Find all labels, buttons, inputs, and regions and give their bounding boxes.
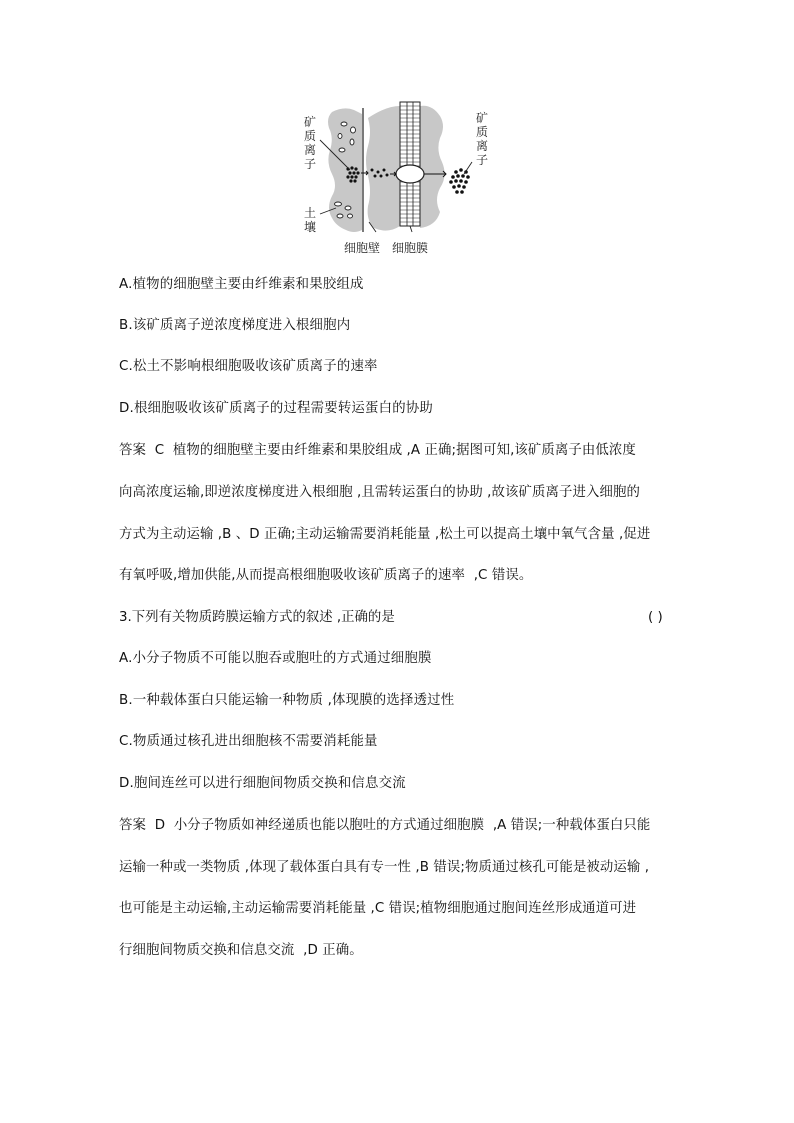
label-ion-right-2: 质: [476, 125, 489, 139]
cell-region-left: [366, 106, 400, 231]
q3-option-d: D.胞间连丝可以进行细胞间物质交换和信息交流: [119, 776, 406, 791]
q2-answer-line-4: 有氧呼吸,增加供能,从而提高根细胞吸收该矿质离子的速率 ,C 错误。: [119, 568, 533, 583]
cell-membrane-grid: [400, 102, 420, 226]
q3-stem: 3.下列有关物质跨膜运输方式的叙述 ,正确的是: [119, 610, 395, 625]
label-cell-membrane: 细胞膜: [392, 241, 429, 255]
q3-option-c: C.物质通过核孔进出细胞核不需要消耗能量: [119, 734, 378, 749]
q2-answer-line-2: 向高浓度运输,即逆浓度梯度进入根细胞 ,且需转运蛋白的协助 ,故该矿质离子进入细胞的: [119, 485, 640, 500]
transporter-protein: [396, 165, 424, 183]
membrane-transport-diagram: [296, 96, 496, 264]
q3-option-a: A.小分子物质不可能以胞吞或胞吐的方式通过细胞膜: [119, 651, 432, 666]
q2-answer-line-1: 答案 C 植物的细胞壁主要由纤维素和果胶组成 ,A 正确;据图可知,该矿质离子由低浓度: [119, 443, 636, 458]
label-ion-left-1: 矿: [304, 115, 317, 129]
q2-option-d: D.根细胞吸收该矿质离子的过程需要转运蛋白的协助: [119, 401, 433, 416]
label-ion-right-1: 矿: [476, 111, 489, 125]
q3-answer-paren: ( ): [648, 610, 663, 625]
label-ion-right-4: 子: [476, 153, 489, 167]
label-ion-left-3: 离: [304, 143, 317, 157]
q2-option-c: C.松土不影响根细胞吸收该矿质离子的速率: [119, 359, 378, 374]
q3-answer-line-3: 也可能是主动运输,主动运输需要消耗能量 ,C 错误;植物细胞通过胞间连丝形成通道可进: [119, 901, 637, 916]
q3-answer-line-1: 答案 D 小分子物质如神经递质也能以胞吐的方式通过细胞膜 ,A 错误;一种载体蛋白只能: [119, 818, 651, 833]
cell-region-right: [420, 106, 445, 228]
q3-answer-line-2: 运输一种或一类物质 ,体现了载体蛋白具有专一性 ,B 错误;物质通过核孔可能是被动运输 ,: [119, 860, 650, 875]
q2-option-a: A.植物的细胞壁主要由纤维素和果胶组成: [119, 277, 364, 292]
label-soil-2: 壤: [304, 220, 317, 234]
q2-answer-line-3: 方式为主动运输 ,B 、D 正确;主动运输需要消耗能量 ,松土可以提高土壤中氧气含量 ,促进: [119, 527, 651, 542]
label-ion-left-4: 子: [304, 157, 317, 171]
diagram-svg: [296, 96, 496, 264]
label-ion-right-3: 离: [476, 139, 489, 153]
label-ion-left-2: 质: [304, 129, 317, 143]
q3-answer-line-4: 行细胞间物质交换和信息交流 ,D 正确。: [119, 943, 363, 958]
ions-outside-cluster: [449, 168, 470, 194]
q3-option-b: B.一种载体蛋白只能运输一种物质 ,体现膜的选择透过性: [119, 693, 455, 708]
q2-option-b: B.该矿质离子逆浓度梯度进入根细胞内: [119, 318, 351, 333]
label-cell-wall: 细胞壁: [344, 241, 381, 255]
label-soil-1: 土: [304, 206, 317, 220]
